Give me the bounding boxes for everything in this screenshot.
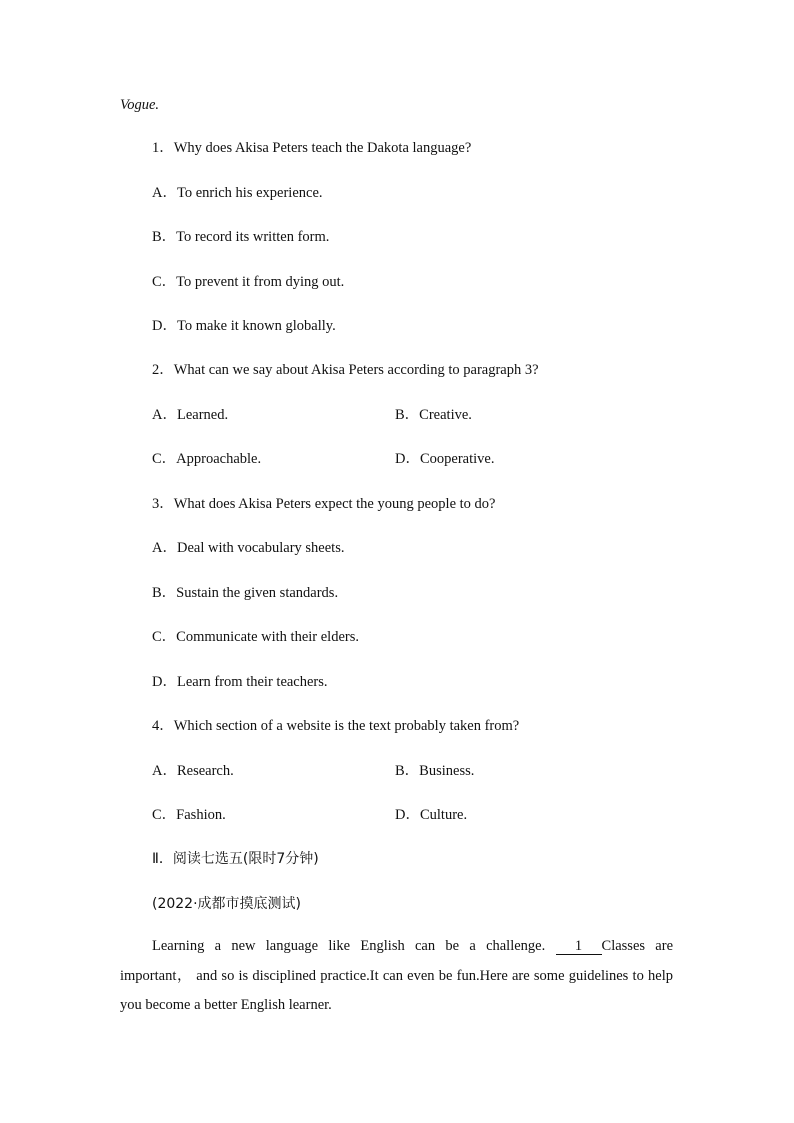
- source-tail: Vogue.: [120, 97, 160, 113]
- question-2-option-d: D．Cooperative.: [395, 451, 495, 467]
- passage-paragraph: [120, 932, 673, 1021]
- question-3-stem: 3．What does Akisa Peters expect the young people to do?: [152, 496, 496, 512]
- question-1-option-b: B．To record its written form.: [152, 229, 330, 245]
- question-2-option-a: A．Learned.: [152, 407, 229, 423]
- question-3-option-a: A．Deal with vocabulary sheets.: [152, 540, 345, 556]
- question-4-option-a: A．Research.: [152, 763, 234, 779]
- question-3-option-b: B．Sustain the given standards.: [152, 585, 339, 601]
- question-3-option-c: C．Communicate with their elders.: [152, 629, 359, 645]
- question-4-option-b: B．Business.: [395, 763, 475, 779]
- section-heading: Ⅱ．阅读七选五(限时7分钟): [152, 851, 319, 867]
- question-4-stem: 4．Which section of a website is the text probably taken from?: [152, 718, 520, 734]
- question-2-option-c: C．Approachable.: [152, 451, 262, 467]
- question-1-option-d: D．To make it known globally.: [152, 318, 336, 334]
- question-2-stem: 2．What can we say about Akisa Peters according to paragraph 3?: [152, 362, 539, 378]
- question-1-option-c: C．To prevent it from dying out.: [152, 274, 345, 290]
- passage-after-blank: Classes are important， and so is disciplined practice.It can even be fun.Here are some guidelines to help you become a better English learner.: [120, 938, 674, 1013]
- question-3-option-d: D．Learn from their teachers.: [152, 674, 328, 690]
- question-4-option-d: D．Culture.: [395, 807, 468, 823]
- question-1-option-a: A．To enrich his experience.: [152, 185, 323, 201]
- passage-before-blank: Learning a new language like English can be a challenge.: [152, 938, 546, 954]
- blank-1[interactable]: 1: [556, 938, 602, 955]
- question-2-option-b: B．Creative.: [395, 407, 472, 423]
- question-1-stem: 1．Why does Akisa Peters teach the Dakota language?: [152, 140, 472, 156]
- question-4-option-c: C．Fashion.: [152, 807, 226, 823]
- source-note: (2022·成都市摸底测试): [152, 896, 302, 912]
